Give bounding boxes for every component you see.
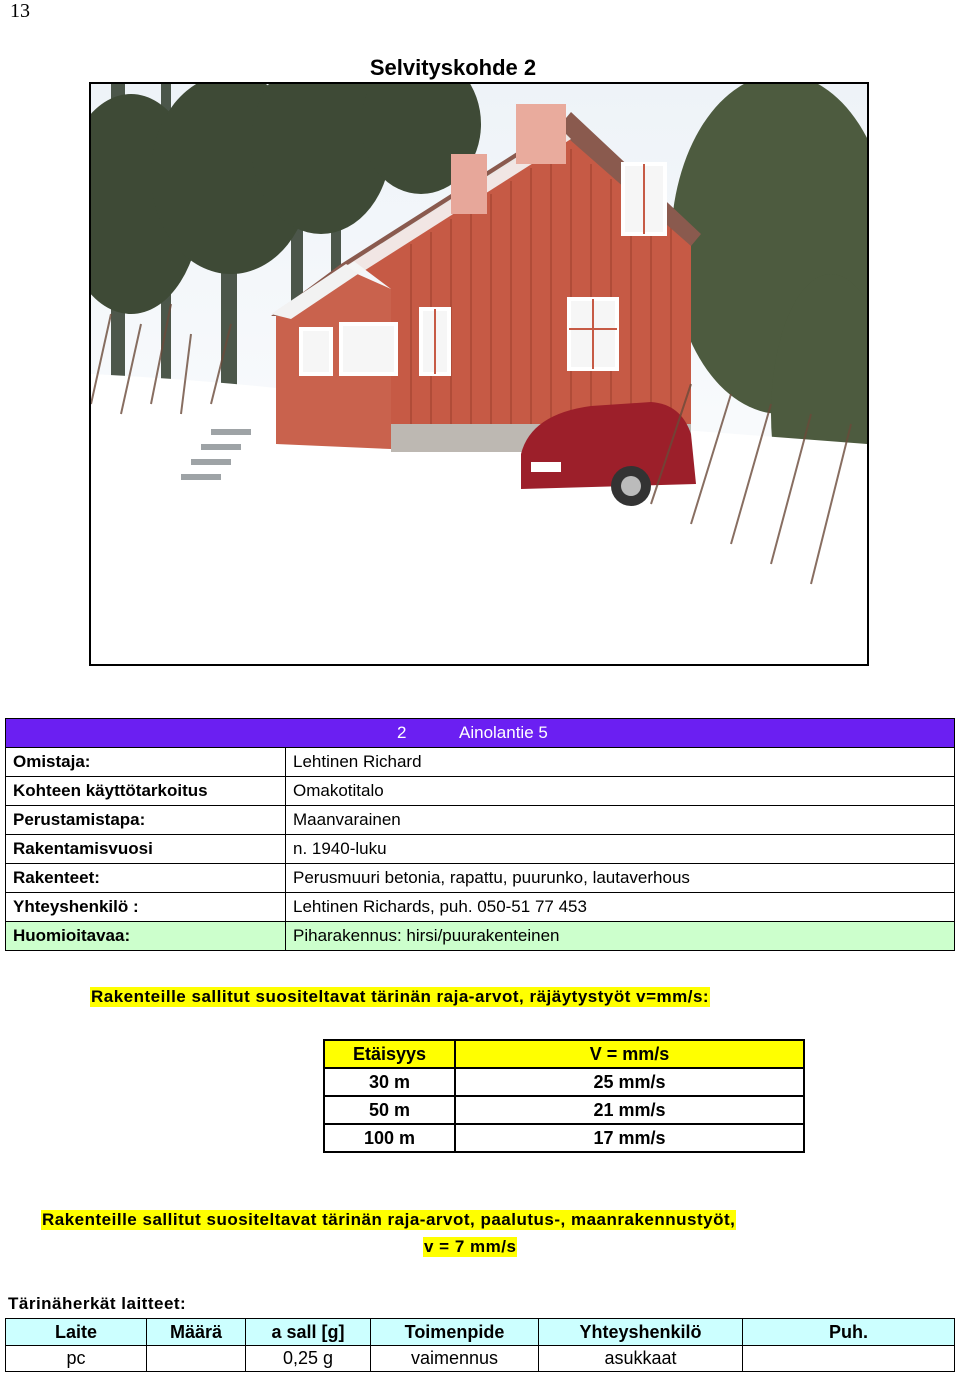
property-info-table — [5, 718, 955, 951]
devices-title: Tärinäherkät laitteet: — [8, 1294, 187, 1313]
info-label: Rakenteet: — [6, 864, 286, 893]
devices-col-acceleration: a sall [g] — [246, 1319, 371, 1346]
info-label: Omistaja: — [6, 748, 286, 777]
info-label: Huomioitavaa: — [6, 922, 286, 951]
limits-velocity: 17 mm/s — [455, 1124, 804, 1152]
piling-limits-heading: Rakenteille sallitut suositeltavat tärinän raja-arvot, paalutus-, maanrakennustyöt, — [42, 1210, 736, 1229]
limits-row — [324, 1124, 804, 1152]
info-value: Piharakennus: hirsi/puurakenteinen — [286, 922, 955, 951]
info-label: Rakentamisvuosi — [6, 835, 286, 864]
info-row — [6, 777, 955, 806]
info-value: Lehtinen Richard — [286, 748, 955, 777]
blasting-limits-table — [323, 1039, 805, 1153]
info-label: Yhteyshenkilö : — [6, 893, 286, 922]
devices-table — [5, 1318, 955, 1372]
devices-header-row — [6, 1319, 955, 1346]
limits-col-velocity: V = mm/s — [455, 1040, 804, 1068]
device-action: vaimennus — [371, 1346, 539, 1372]
info-row — [6, 864, 955, 893]
devices-col-action: Toimenpide — [371, 1319, 539, 1346]
limits-row — [324, 1068, 804, 1096]
info-label: Kohteen käyttötarkoitus — [6, 777, 286, 806]
info-row — [6, 748, 955, 777]
limits-distance: 50 m — [324, 1096, 455, 1124]
limits-distance: 30 m — [324, 1068, 455, 1096]
device-contact: asukkaat — [539, 1346, 743, 1372]
property-number: 2 — [397, 723, 407, 742]
info-row — [6, 835, 955, 864]
limits-header-row — [324, 1040, 804, 1068]
property-address: Ainolantie 5 — [459, 723, 548, 742]
devices-col-phone: Puh. — [743, 1319, 955, 1346]
info-value: Lehtinen Richards, puh. 050-51 77 453 — [286, 893, 955, 922]
info-value: Perusmuuri betonia, rapattu, puurunko, lautaverhous — [286, 864, 955, 893]
house-photo — [89, 82, 869, 666]
limits-velocity: 25 mm/s — [455, 1068, 804, 1096]
info-label: Perustamistapa: — [6, 806, 286, 835]
page-number: 13 — [10, 0, 30, 22]
info-row — [6, 893, 955, 922]
limits-row — [324, 1096, 804, 1124]
piling-limits-value: v = 7 mm/s — [424, 1237, 517, 1256]
blasting-limits-heading: Rakenteille sallitut suositeltavat tärinän raja-arvot, räjäytystyöt v=mm/s: — [91, 987, 710, 1006]
page-title: Selvityskohde 2 — [369, 55, 537, 80]
house-illustration — [91, 84, 867, 664]
devices-col-device: Laite — [6, 1319, 147, 1346]
info-row — [6, 806, 955, 835]
device-name: pc — [6, 1346, 147, 1372]
limits-distance: 100 m — [324, 1124, 455, 1152]
info-value: Maanvarainen — [286, 806, 955, 835]
property-header-row — [6, 719, 955, 748]
devices-row — [6, 1346, 955, 1372]
info-value: Omakotitalo — [286, 777, 955, 806]
info-value: n. 1940-luku — [286, 835, 955, 864]
device-quantity — [147, 1346, 246, 1372]
device-acceleration: 0,25 g — [246, 1346, 371, 1372]
limits-velocity: 21 mm/s — [455, 1096, 804, 1124]
device-phone — [743, 1346, 955, 1372]
limits-col-distance: Etäisyys — [324, 1040, 455, 1068]
devices-col-contact: Yhteyshenkilö — [539, 1319, 743, 1346]
info-row-note — [6, 922, 955, 951]
devices-col-quantity: Määrä — [147, 1319, 246, 1346]
